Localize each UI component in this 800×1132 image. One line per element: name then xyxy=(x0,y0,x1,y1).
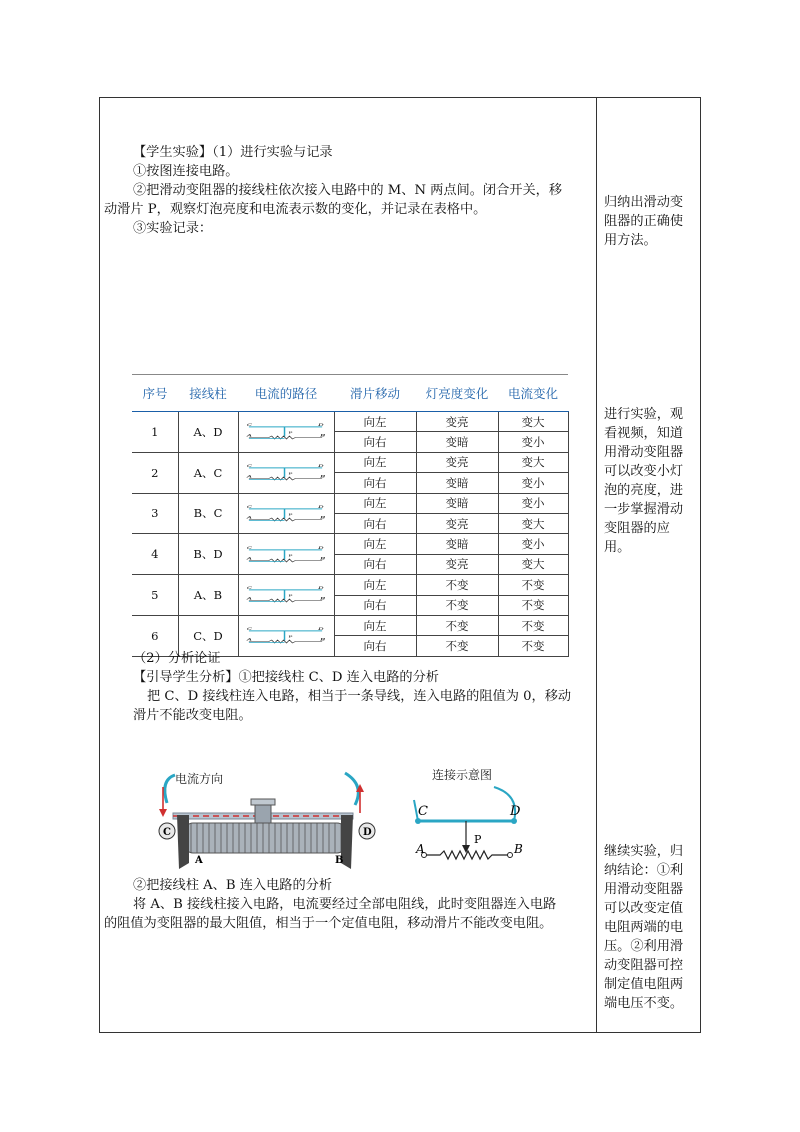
terminal-b-label: B xyxy=(335,855,344,866)
rheostat-illustration xyxy=(155,765,385,875)
student-experiment-heading: 【学生实验】（1）进行实验与记录 xyxy=(133,145,333,160)
table-header-row xyxy=(132,375,568,412)
side-note-1: 归纳出滑动变阻器的正确使用方法。 xyxy=(604,195,684,248)
step-2-line-2: 动滑片 P，观察灯泡亮度和电流表示数的变化，并记录在表格中。 xyxy=(104,202,487,217)
cell-terminal: B、D xyxy=(178,534,238,575)
left-stand xyxy=(177,815,189,869)
svg-text:P: P xyxy=(287,554,292,558)
resistor xyxy=(424,851,510,859)
svg-text:C: C xyxy=(246,545,252,550)
svg-text:A: A xyxy=(246,638,252,642)
cell-slider: 向左 xyxy=(334,452,416,472)
cell-terminal: A、B xyxy=(178,575,238,616)
cell-current-path xyxy=(238,493,334,534)
cell-current: 变小 xyxy=(498,534,568,554)
cell-slider: 向右 xyxy=(334,432,416,452)
cell-current-path xyxy=(238,534,334,575)
svg-text:C: C xyxy=(246,627,252,632)
cell-brightness: 变暗 xyxy=(416,432,498,452)
path-diagram xyxy=(239,545,334,564)
cell-brightness: 变暗 xyxy=(416,473,498,493)
side-note-2: 进行实验，观看视频，知道用滑动变阻器可以改变小灯泡的亮度，进一步掌握滑动变阻器的应用。 xyxy=(604,407,684,555)
svg-text:C: C xyxy=(246,464,252,469)
cell-brightness: 不变 xyxy=(416,595,498,615)
step-1: ①按图连接电路。 xyxy=(133,164,239,179)
cell-slider: 向左 xyxy=(334,534,416,554)
current-direction-label: 电流方向 xyxy=(175,772,224,786)
header-path: 电流的路径 xyxy=(238,375,334,412)
cell-current: 变小 xyxy=(498,473,568,493)
cell-slider: 向右 xyxy=(334,595,416,615)
column-divider xyxy=(596,97,597,1033)
cell-terminal: B、C xyxy=(178,493,238,534)
cell-current: 不变 xyxy=(498,575,568,595)
svg-text:P: P xyxy=(287,513,292,517)
right-wire xyxy=(345,773,358,805)
cell-current: 变小 xyxy=(498,493,568,513)
path-diagram xyxy=(239,463,334,482)
svg-text:A: A xyxy=(416,842,425,856)
cell-brightness: 变亮 xyxy=(416,554,498,574)
cell-current: 不变 xyxy=(498,636,568,656)
table-row xyxy=(132,615,568,635)
path-diagram xyxy=(239,504,334,523)
svg-text:B: B xyxy=(319,638,325,642)
guide-analysis-ab: ②把接线柱 A、B 连入电路的分析 xyxy=(133,878,333,893)
step-3: ③实验记录： xyxy=(133,221,213,236)
cell-current-path xyxy=(238,412,334,453)
connection-schematic xyxy=(410,765,540,865)
cell-seq: 3 xyxy=(132,493,178,534)
svg-text:C: C xyxy=(418,804,428,819)
table-row xyxy=(132,412,568,432)
header-brightness: 灯亮度变化 xyxy=(416,375,498,412)
svg-text:P: P xyxy=(474,833,482,846)
cell-seq: 4 xyxy=(132,534,178,575)
cell-current: 不变 xyxy=(498,595,568,615)
cell-slider: 向左 xyxy=(334,412,416,432)
slider-p xyxy=(255,803,271,825)
path-diagram xyxy=(239,585,334,604)
cell-slider: 向左 xyxy=(334,493,416,513)
path-diagram xyxy=(239,626,334,645)
svg-text:P: P xyxy=(287,635,292,639)
svg-text:D: D xyxy=(317,505,324,509)
cell-brightness: 变亮 xyxy=(416,452,498,472)
cell-brightness: 变亮 xyxy=(416,513,498,533)
header-current: 电流变化 xyxy=(498,375,568,412)
guide-analysis-cd: 【引导学生分析】①把接线柱 C、D 连入电路的分析 xyxy=(133,670,439,685)
cell-current: 变大 xyxy=(498,452,568,472)
step-2-line-1: ②把滑动变阻器的接线柱依次接入电路中的 M、N 两点间。闭合开关，移 xyxy=(133,183,563,198)
svg-text:C: C xyxy=(246,505,252,509)
ab-explain-line-2: 的阻值为变阻器的最大阻值，相当于一个定值电阻，移动滑片不能改变电阻。 xyxy=(104,916,553,931)
header-seq: 序号 xyxy=(132,375,178,412)
svg-text:B: B xyxy=(319,434,325,438)
cell-seq: 2 xyxy=(132,452,178,493)
svg-text:B: B xyxy=(319,475,325,479)
cell-brightness: 变暗 xyxy=(416,534,498,554)
left-wire xyxy=(165,775,175,803)
svg-text:P: P xyxy=(287,431,292,436)
header-terminal: 接线柱 xyxy=(178,375,238,412)
svg-text:P: P xyxy=(287,595,292,599)
cell-slider: 向右 xyxy=(334,513,416,533)
cell-brightness: 不变 xyxy=(416,575,498,595)
header-slider: 滑片移动 xyxy=(334,375,416,412)
svg-text:B: B xyxy=(319,597,325,602)
table-row xyxy=(132,493,568,513)
svg-text:P: P xyxy=(287,472,292,476)
cell-current: 不变 xyxy=(498,615,568,635)
analysis-heading: （2）分析论证 xyxy=(133,651,221,666)
svg-text:A: A xyxy=(246,515,252,520)
svg-text:C: C xyxy=(246,423,252,428)
cell-seq: 1 xyxy=(132,412,178,453)
side-note-3: 继续实验，归纳结论：①利用滑动变阻器可以改变定值电阻两端的电压。②利用滑动变阻器可控制定值电阻两端电压不变。 xyxy=(604,844,684,1011)
svg-text:A: A xyxy=(246,556,252,561)
cell-seq: 6 xyxy=(132,615,178,656)
cell-current: 变大 xyxy=(498,513,568,533)
cell-current: 变大 xyxy=(498,412,568,432)
cell-terminal: A、C xyxy=(178,452,238,493)
svg-text:B: B xyxy=(319,556,325,561)
cell-current: 变大 xyxy=(498,554,568,574)
svg-text:C: C xyxy=(163,827,171,838)
cell-current-path xyxy=(238,575,334,616)
cell-slider: 向右 xyxy=(334,636,416,656)
cell-slider: 向左 xyxy=(334,575,416,595)
svg-text:D: D xyxy=(317,423,324,428)
cell-slider: 向右 xyxy=(334,473,416,493)
svg-text:A: A xyxy=(246,434,252,438)
cell-brightness: 不变 xyxy=(416,615,498,635)
cell-terminal: A、D xyxy=(178,412,238,453)
table-row xyxy=(132,452,568,472)
svg-text:B: B xyxy=(319,515,325,520)
terminal-a-label: A xyxy=(195,855,203,866)
table-row xyxy=(132,575,568,595)
cd-explain-line-2: 滑片不能改变电阻。 xyxy=(133,708,252,723)
svg-text:C: C xyxy=(246,586,252,591)
cell-seq: 5 xyxy=(132,575,178,616)
svg-text:D: D xyxy=(363,827,372,838)
svg-text:B: B xyxy=(514,842,523,856)
table-row xyxy=(132,534,568,554)
schematic-title: 连接示意图 xyxy=(432,768,493,782)
cell-terminal: C、D xyxy=(178,615,238,656)
cd-explain-line-1: 把 C、D 接线柱连入电路，相当于一条导线，连入电路的阻值为 0，移动 xyxy=(147,689,572,704)
svg-text:D: D xyxy=(317,586,324,591)
record-table xyxy=(132,374,569,657)
cell-current-path xyxy=(238,452,334,493)
svg-text:D: D xyxy=(317,545,324,550)
cell-slider: 向右 xyxy=(334,554,416,574)
cell-brightness: 不变 xyxy=(416,636,498,656)
ab-explain-line-1: 将 A、B 接线柱接入电路，电流要经过全部电阻线，此时变阻器连入电路 xyxy=(133,897,557,912)
svg-text:D: D xyxy=(317,464,324,469)
cell-slider: 向左 xyxy=(334,615,416,635)
svg-text:D: D xyxy=(317,627,324,632)
cell-current: 变小 xyxy=(498,432,568,452)
path-diagram xyxy=(239,422,334,441)
cell-brightness: 变亮 xyxy=(416,412,498,432)
cell-brightness: 变暗 xyxy=(416,493,498,513)
svg-text:A: A xyxy=(246,475,252,479)
cell-current-path xyxy=(238,615,334,656)
svg-text:D: D xyxy=(510,804,521,819)
svg-text:A: A xyxy=(246,597,252,602)
